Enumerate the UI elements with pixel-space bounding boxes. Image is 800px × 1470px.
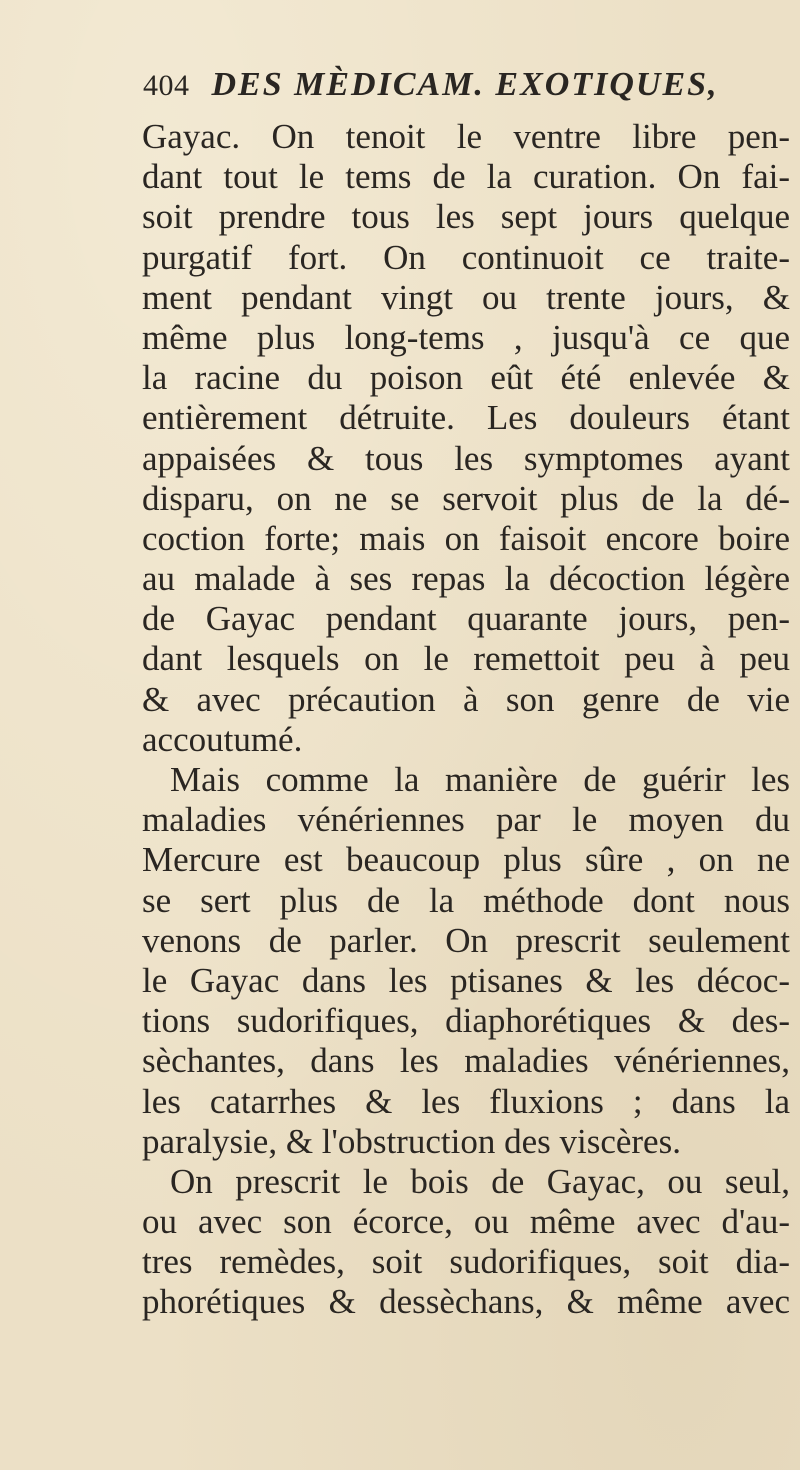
text-line: ment pendant vingt ou trente jours, & <box>142 277 790 317</box>
text-line: appaisées & tous les symptomes ayant <box>142 438 790 478</box>
text-line: le Gayac dans les ptisanes & les décoc- <box>142 960 790 1000</box>
text-line: les catarrhes & les fluxions ; dans la <box>142 1081 790 1121</box>
text-line: tions sudorifiques, diaphorétiques & des- <box>142 1001 790 1041</box>
text-line: au malade à ses repas la décoction légère <box>142 559 790 599</box>
text-line: tres remèdes, soit sudorifiques, soit dia- <box>142 1242 790 1282</box>
text-line: & avec précaution à son genre de vie <box>142 679 790 719</box>
page-header <box>143 66 783 118</box>
text-line: maladies vénériennes par le moyen du <box>142 800 790 840</box>
text-line: Mercure est beaucoup plus sûre , on ne <box>142 840 790 880</box>
text-line: entièrement détruite. Les douleurs étant <box>142 398 790 438</box>
text-line: ou avec son écorce, ou même avec d'au- <box>142 1202 790 1242</box>
text-line: purgatif fort. On continuoit ce traite- <box>142 237 790 277</box>
text-line: phorétiques & dessèchans, & même avec <box>142 1282 790 1322</box>
text-line: On prescrit le bois de Gayac, ou seul, <box>170 1161 790 1201</box>
running-head: DES MÈDICAM. EXOTIQUES, <box>211 66 719 103</box>
text-line: sèchantes, dans les maladies vénériennes, <box>142 1041 790 1081</box>
text-line: soit prendre tous les sept jours quelque <box>142 197 790 237</box>
body-text <box>142 117 790 1323</box>
text-line: se sert plus de la méthode dont nous <box>142 880 790 920</box>
text-line: dant tout le tems de la curation. On fai- <box>142 157 790 197</box>
text-line: la racine du poison eût été enlevée & <box>142 358 790 398</box>
text-line: même plus long-tems , jusqu'à ce que <box>142 317 790 357</box>
page-number: 404 <box>143 69 190 102</box>
text-line: Mais comme la manière de guérir les <box>170 760 790 799</box>
text-line: venons de parler. On prescrit seulement <box>142 920 790 960</box>
text-line: de Gayac pendant quarante jours, pen- <box>142 599 790 639</box>
text-line: paralysie, & l'obstruction des viscères. <box>142 1121 681 1161</box>
text-line: accoutumé. <box>142 719 303 759</box>
text-line: dant lesquels on le remettoit peu à peu <box>142 639 790 679</box>
text-line: disparu, on ne se servoit plus de la dé- <box>142 478 790 518</box>
text-line: Gayac. On tenoit le ventre libre pen- <box>142 117 790 156</box>
text-line: coction forte; mais on faisoit encore boire <box>142 518 790 558</box>
